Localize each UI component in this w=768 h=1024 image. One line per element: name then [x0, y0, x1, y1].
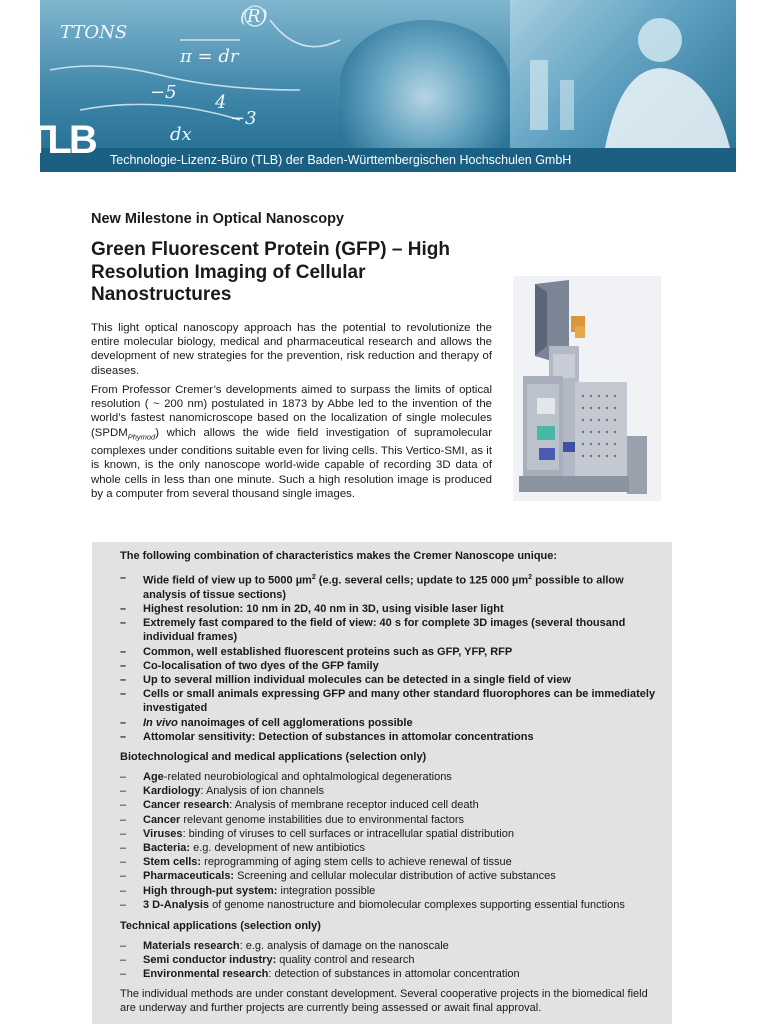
list-item: – Co-localisation of two dyes of the GFP family	[120, 659, 660, 673]
list-item: – Attomolar sensitivity: Detection of substances in attomolar concentrations	[120, 730, 660, 744]
p2-subscript: Phymod	[127, 431, 156, 441]
list-item: – Highest resolution: 10 nm in 2D, 40 nm in 3D, using visible laser light	[120, 602, 660, 616]
list-item: – Semi conductor industry: quality control and research	[120, 953, 660, 967]
list-item: – Environmental research: detection of substances in attomolar concentration	[120, 967, 660, 981]
intro-paragraph-2	[91, 383, 492, 501]
bio-applications-list	[120, 770, 660, 912]
scribble-text-3: −5	[150, 82, 177, 103]
list-item: – Stem cells: reprogramming of aging stem cells to achieve renewal of tissue	[120, 855, 660, 869]
page-title: Green Fluorescent Protein (GFP) – High Resolution Imaging of Cellular Nanostructures	[91, 239, 450, 305]
characteristics-heading: The following combination of characteristics makes the Cremer Nanoscope unique:	[120, 550, 558, 562]
list-item: – Wide field of view up to 5000 µm$^2$ (e.g. several cells; update to 125 000 µm$^2$ possible to allow analysis of tissue sections)	[120, 571, 660, 602]
scribble-text-2: π = dr	[180, 46, 239, 67]
list-item: – Common, well established fluorescent proteins such as GFP, YFP, RFP	[120, 645, 660, 659]
list-item: – Up to several million individual molecules can be detected in a single field of view	[120, 673, 660, 687]
scribble-text-5: −3	[230, 108, 257, 129]
list-item: – Extremely fast compared to the field of view: 40 s for complete 3D images (several thousand individual frames)	[120, 616, 660, 644]
list-item: – Bacteria: e.g. development of new antibiotics	[120, 841, 660, 855]
list-item: – Kardiology: Analysis of ion channels	[120, 784, 660, 798]
list-item: – Cancer relevant genome instabilities due to environmental factors	[120, 813, 660, 827]
closing-paragraph: The individual methods are under constant development. Several cooperative projects in the biomedical field are underway and further projects are currently being assessed or await final approval.	[120, 988, 648, 1015]
intro-paragraph-1: This light optical nanoscopy approach has the potential to revolutionize the entire molecular biology, medical and pharmaceutical research and allows the development of new strategies for the prevention, risk reduction and therapy of diseases.	[91, 322, 492, 377]
scribble-text-7: dx	[170, 124, 192, 145]
list-item: – In vivo nanoimages of cell agglomerations possible	[120, 716, 660, 730]
list-item: – Viruses: binding of viruses to cell surfaces or intracellular spatial distribution	[120, 827, 660, 841]
tech-applications-heading: Technical applications (selection only)	[120, 920, 321, 932]
list-item: – Age-related neurobiological and ophtalmological degenerations	[120, 770, 660, 784]
banner-lab-equipment-image	[340, 20, 510, 148]
characteristics-list	[120, 571, 660, 744]
tlb-logo: TLB	[26, 118, 95, 162]
list-item: – Cells or small animals expressing GFP and many other standard fluorophores can be immediately investigated	[120, 687, 660, 715]
organization-name: Technologie-Lizenz-Büro (TLB) der Baden-Württembergischen Hochschulen GmbH	[110, 153, 572, 167]
banner-scientist-photo	[510, 0, 736, 148]
list-item: – 3 D-Analysis of genome nanostructure and biomolecular complexes supporting essential functions	[120, 898, 660, 912]
header-banner	[40, 0, 736, 172]
p2-text-b: ) which allows the wide field investigation of supramolecular complexes under conditions suitable even for living cells. This Vertico-SMI, as it is known, is the only nanoscope world-wide capable of recording 3D data of whole cells in less than one minute. Such a high resolution image is produced by a computer from several thousand single images.	[91, 426, 492, 500]
p2-text-a: From Professor Cremer’s developments aimed to surpass the limits of optical resolution ( ~ 200 nm) postulated in 1873 by Abbe led to the invention of the world’s fastest nanomicroscope based on the localization of single molecules (SPDM	[91, 384, 492, 439]
scribble-text-1: TTONS	[60, 22, 128, 43]
bio-applications-heading: Biotechnological and medical applications (selection only)	[120, 751, 427, 763]
kicker-heading: New Milestone in Optical Nanoscopy	[91, 211, 344, 227]
scribble-text-6: (R)	[240, 6, 268, 27]
list-item: – Materials research: e.g. analysis of damage on the nanoscale	[120, 939, 660, 953]
list-item: – Pharmaceuticals: Screening and cellular molecular distribution of active substances	[120, 869, 660, 883]
nanoscope-image	[513, 276, 661, 501]
scribble-text-4: 4	[215, 92, 227, 113]
list-item: – High through-put system: integration possible	[120, 884, 660, 898]
tech-applications-list	[120, 939, 660, 982]
list-item: – Cancer research: Analysis of membrane receptor induced cell death	[120, 798, 660, 812]
